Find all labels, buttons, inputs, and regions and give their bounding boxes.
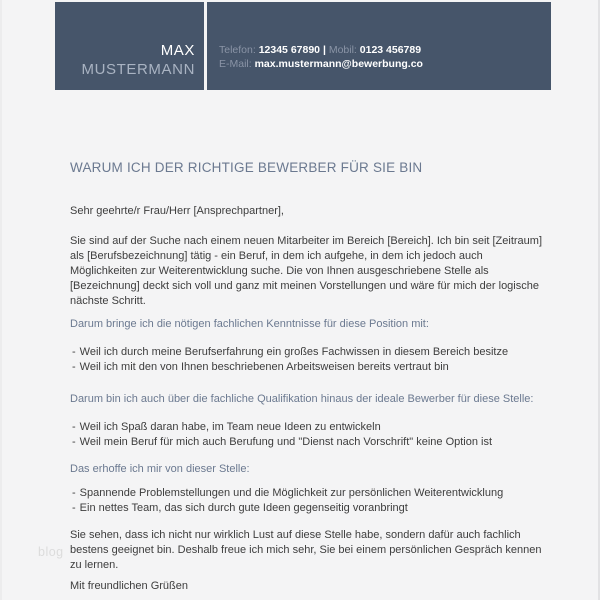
- intro-paragraph: Sie sind auf der Suche nach einem neuen Mitarbeiter im Bereich [Bereich]. Ich bin seit [Zeitraum] als [Berufsbezeichnung] tätig - ein Beruf, in dem ich aufgehe, in dem ich jedoch auch Möglichkeiten zur Weiterentwicklung suche. Die von Ihnen ausgeschriebene Stelle als [Bezeichnung] deckt sich voll und ganz mit meinen Vorstellungen und wäre für mich der logische nächste Schritt.: [70, 235, 543, 307]
- bullet-dash: -: [72, 436, 76, 448]
- applicant-last-name: MUSTERMANN: [81, 61, 195, 78]
- bullet-text: Weil ich mit den von Ihnen beschriebenen Arbeitsweisen bereits vertraut bin: [79, 361, 449, 373]
- applicant-first-name: MAX: [160, 42, 195, 59]
- letter-headline: WARUM ICH DER RICHTIGE BEWERBER FÜR SIE BIN: [70, 160, 423, 175]
- letterhead: [55, 2, 551, 90]
- list-item: [70, 360, 544, 375]
- phone-label: Telefon:: [219, 44, 256, 56]
- bullet-list-personality: [70, 420, 544, 450]
- phone-value: 12345 67890: [258, 44, 321, 56]
- bullet-text: Ein nettes Team, das sich durch gute Ideen gegenseitig voranbringt: [79, 502, 408, 514]
- section-heading-personality: Darum bin ich auch über die fachliche Qualifikation hinaus der ideale Bewerber für diese Stelle:: [70, 393, 534, 405]
- list-item: [70, 435, 544, 450]
- signoff: Mit freundlichen Grüßen: [70, 580, 188, 592]
- closing-paragraph: Sie sehen, dass ich nicht nur wirklich Lust auf diese Stelle habe, sondern dafür auch fachlich bestens geeignet bin. Deshalb freue ich mich sehr, Sie bei einem persönlichen Gespräch kennen zu lernen.: [70, 529, 542, 571]
- contact-separator: |: [322, 44, 326, 56]
- email-value: max.mustermann@bewerbung.co: [254, 58, 423, 70]
- bullet-text: Spannende Problemstellungen und die Möglichkeit zur persönlichen Weiterentwicklung: [79, 487, 504, 499]
- mobile-label: Mobil:: [328, 44, 357, 56]
- bullet-dash: -: [72, 487, 76, 499]
- bullet-list-skills: [70, 345, 544, 375]
- list-item: [70, 345, 544, 360]
- name-block: [55, 2, 204, 90]
- email-label: E-Mail:: [219, 58, 252, 70]
- salutation: Sehr geehrte/r Frau/Herr [Ansprechpartner],: [70, 205, 284, 217]
- bullet-dash: -: [72, 346, 76, 358]
- bullet-dash: -: [72, 421, 76, 433]
- email-line: [219, 57, 551, 71]
- mobile-value: 0123 456789: [359, 44, 422, 56]
- contact-block: [207, 2, 551, 90]
- bullet-list-expectations: [70, 486, 544, 516]
- list-item: [70, 501, 544, 516]
- watermark: blog: [38, 545, 64, 559]
- section-heading-skills: Darum bringe ich die nötigen fachlichen Kenntnisse für diese Position mit:: [70, 318, 429, 330]
- bullet-dash: -: [72, 361, 76, 373]
- bullet-dash: -: [72, 502, 76, 514]
- list-item: [70, 420, 544, 435]
- phone-line: [219, 43, 551, 57]
- bullet-text: Weil ich durch meine Berufserfahrung ein großes Fachwissen in diesem Bereich besitze: [79, 346, 509, 358]
- bullet-text: Weil ich Spaß daran habe, im Team neue Ideen zu entwickeln: [79, 421, 381, 433]
- bullet-text: Weil mein Beruf für mich auch Berufung und "Dienst nach Vorschrift" keine Option ist: [79, 436, 493, 448]
- section-heading-expectations: Das erhoffe ich mir von dieser Stelle:: [70, 463, 250, 475]
- list-item: [70, 486, 544, 501]
- letter-body: [70, 160, 544, 594]
